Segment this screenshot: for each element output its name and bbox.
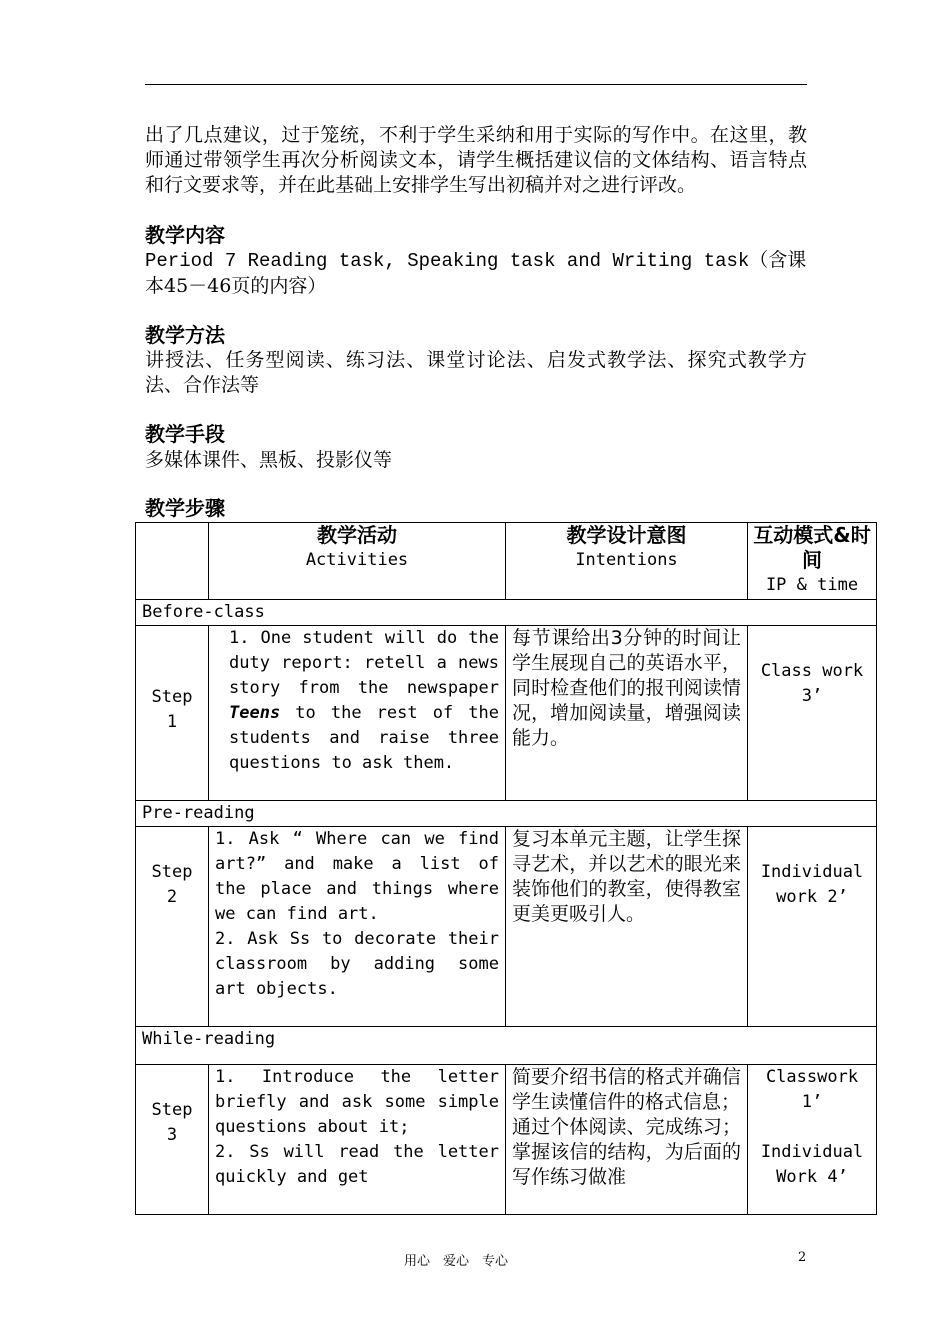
methods-heading: 教学方法 xyxy=(145,323,225,347)
table-header-row xyxy=(136,523,877,600)
intention-cell: 复习本单元主题，让学生探寻艺术，并以艺术的眼光来装饰他们的教室，使得教室更美更吸引人。 xyxy=(506,827,748,1027)
section-row xyxy=(136,600,877,626)
ip-cell: Class work 3’ xyxy=(748,626,877,801)
header-ip-en: IP & time xyxy=(765,575,859,595)
step-label: Step 1 xyxy=(136,626,209,801)
activity-cell: 1. One student will do the duty report: retell a news story from the newspaper Teens to the rest of the students and raise three questions to ask them. xyxy=(209,626,506,801)
header-activities-zh: 教学活动 xyxy=(317,523,397,547)
intention-cell: 简要介绍书信的格式并确信学生读懂信件的格式信息； 通过个体阅读、完成练习；掌握该信的结构，为后面的写作练习做准 xyxy=(506,1065,748,1215)
header-intentions xyxy=(506,523,748,600)
intention-cell: 每节课给出3分钟的时间让学生展现自己的英语水平，同时检查他们的报刊阅读情况，增加阅读量，增强阅读能力。 xyxy=(506,626,748,801)
header-activities-en: Activities xyxy=(305,550,409,570)
table-row xyxy=(136,1065,877,1215)
header-empty-cell xyxy=(136,523,209,600)
activity-cell: 1. Ask “ Where can we find art?” and make a list of the place and things where we can find art. 2. Ask Ss to decorate their classroom by adding some art objects. xyxy=(209,827,506,1027)
header-intentions-zh: 教学设计意图 xyxy=(566,523,687,547)
newspaper-title: Teens xyxy=(229,703,281,723)
content-line-2: 本45－46页的内容） xyxy=(145,275,327,297)
ip-classwork: Classwork 1’ xyxy=(765,1067,859,1112)
activity-cell: 1. Introduce the letter briefly and ask some simple questions about it; 2. Ss will read the letter quickly and get xyxy=(209,1065,506,1215)
means-heading: 教学手段 xyxy=(145,422,225,446)
content-line-1: Period 7 Reading task, Speaking task and Writing task（含课 xyxy=(145,250,807,272)
content-heading: 教学内容 xyxy=(145,223,225,247)
section-title: Before-class xyxy=(136,600,877,626)
header-ip-zh: 互动模式&时间 xyxy=(753,523,871,572)
header-ip-time xyxy=(748,523,877,600)
footer-motto: 用心 爱心 专心 xyxy=(404,1254,509,1269)
section-row xyxy=(136,801,877,827)
section-title: Pre-reading xyxy=(136,801,877,827)
header-activities xyxy=(209,523,506,600)
steps-heading: 教学步骤 xyxy=(145,496,225,520)
intro-paragraph: 出了几点建议，过于笼统，不利于学生采纳和用于实际的写作中。在这里，教师通过带领学生再次分析阅读文本，请学生概括建议信的文体结构、语言特点和行文要求等，并在此基础上安排学生写出初稿并对之进行评改。 xyxy=(145,124,807,196)
header-rule xyxy=(145,84,807,85)
table-row xyxy=(136,626,877,801)
section-title: While-reading xyxy=(136,1027,877,1065)
ip-cell xyxy=(748,1065,877,1215)
page-number: 2 xyxy=(798,1250,807,1265)
steps-table xyxy=(135,522,877,1215)
ip-cell: Individual work 2’ xyxy=(748,827,877,1027)
step-label: Step 3 xyxy=(136,1065,209,1215)
methods-text: 讲授法、任务型阅读、练习法、课堂讨论法、启发式教学法、探究式教学方法、合作法等 xyxy=(145,349,807,396)
step-label: Step 2 xyxy=(136,827,209,1027)
ip-individual: Individual Work 4’ xyxy=(760,1142,864,1187)
table-row xyxy=(136,827,877,1027)
means-text: 多媒体课件、黑板、投影仪等 xyxy=(145,449,393,471)
header-intentions-en: Intentions xyxy=(575,550,678,570)
section-row xyxy=(136,1027,877,1065)
